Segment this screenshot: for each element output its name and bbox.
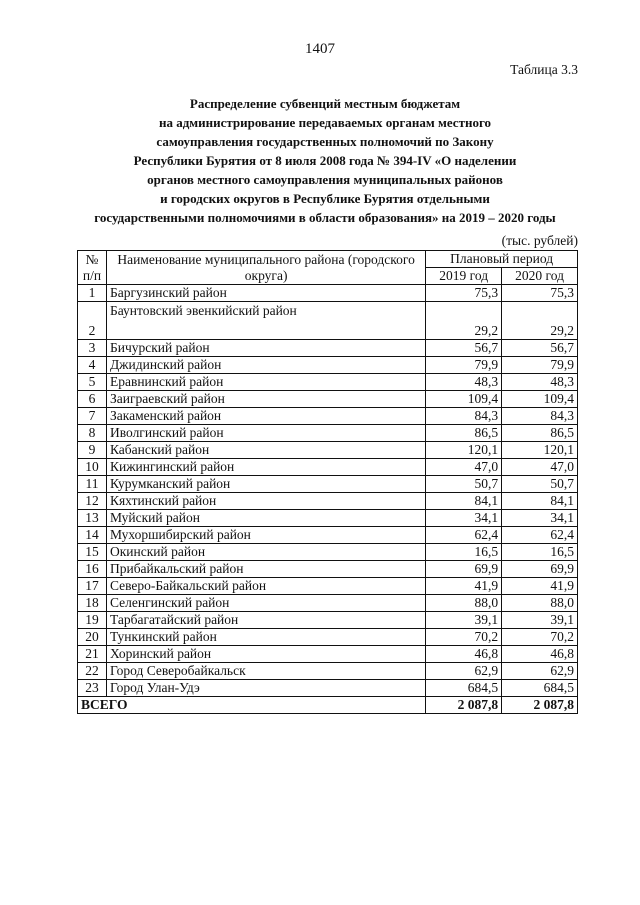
table-row [78,340,578,357]
header-name: Наименование муниципального района (городского округа) [106,251,425,285]
row-number: 13 [78,510,107,527]
total-2020: 2 087,8 [502,697,578,714]
row-value-2020: 47,0 [502,459,578,476]
row-value-2020: 56,7 [502,340,578,357]
row-value-2020: 75,3 [502,285,578,302]
row-value-2020: 70,2 [502,629,578,646]
table-row [78,629,578,646]
row-value-2020: 109,4 [502,391,578,408]
table-row [78,357,578,374]
table-row [78,476,578,493]
table-row [78,680,578,697]
row-name: Селенгинский район [106,595,425,612]
table-row [78,544,578,561]
row-value-2020: 46,8 [502,646,578,663]
row-number: 16 [78,561,107,578]
row-number: 9 [78,442,107,459]
row-value-2019: 34,1 [426,510,502,527]
row-name: Муйский район [106,510,425,527]
row-value-2019: 62,4 [426,527,502,544]
row-number: 7 [78,408,107,425]
row-number: 10 [78,459,107,476]
row-value-2020: 39,1 [502,612,578,629]
table-row [78,646,578,663]
row-value-2019: 84,1 [426,493,502,510]
row-number: 4 [78,357,107,374]
row-number: 22 [78,663,107,680]
row-value-2020: 684,5 [502,680,578,697]
row-value-2019: 47,0 [426,459,502,476]
row-value-2020: 48,3 [502,374,578,391]
row-name: Город Северобайкальск [106,663,425,680]
table-row [78,595,578,612]
row-number: 5 [78,374,107,391]
row-value-2019: 88,0 [426,595,502,612]
table-body [78,285,578,697]
row-number: 21 [78,646,107,663]
header-period: Плановый период [426,251,578,268]
total-label: ВСЕГО [78,697,426,714]
row-number: 6 [78,391,107,408]
row-value-2019: 56,7 [426,340,502,357]
row-value-2020: 34,1 [502,510,578,527]
row-number: 17 [78,578,107,595]
row-number: 3 [78,340,107,357]
row-value-2019: 79,9 [426,357,502,374]
row-value-2019: 75,3 [426,285,502,302]
row-value-2019: 39,1 [426,612,502,629]
row-value-2020: 50,7 [502,476,578,493]
row-name: Прибайкальский район [106,561,425,578]
row-value-2019: 46,8 [426,646,502,663]
row-value-2019: 86,5 [426,425,502,442]
title-line: Распределение субвенций местным бюджетам [189,96,461,111]
row-value-2020: 84,1 [502,493,578,510]
total-row [78,697,578,714]
row-value-2019: 41,9 [426,578,502,595]
row-number: 20 [78,629,107,646]
row-number: 19 [78,612,107,629]
row-value-2020: 88,0 [502,595,578,612]
row-value-2020: 79,9 [502,357,578,374]
row-name: Баунтовский эвенкийский район [106,302,425,340]
subventions-table [77,250,578,714]
row-name: Баргузинский район [106,285,425,302]
row-value-2019: 62,9 [426,663,502,680]
title-line: самоуправления государственных полномочий по Закону [156,134,494,149]
row-number: 18 [78,595,107,612]
units-label: (тыс. рублей) [501,233,578,248]
row-value-2020: 62,9 [502,663,578,680]
row-name: Иволгинский район [106,425,425,442]
row-value-2019: 29,2 [426,302,502,340]
row-name: Город Улан-Удэ [106,680,425,697]
table-row [78,425,578,442]
row-name: Окинский район [106,544,425,561]
table-row [78,561,578,578]
document-title [60,94,590,227]
row-value-2019: 16,5 [426,544,502,561]
row-number: 1 [78,285,107,302]
row-value-2019: 70,2 [426,629,502,646]
row-number: 14 [78,527,107,544]
row-value-2020: 62,4 [502,527,578,544]
table-row [78,442,578,459]
title-line: Республики Бурятия от 8 июля 2008 года № 394-IV «О наделении [133,153,517,168]
table-row [78,408,578,425]
table-row [78,285,578,302]
row-number: 12 [78,493,107,510]
row-name: Джидинский район [106,357,425,374]
table-row [78,374,578,391]
row-value-2020: 120,1 [502,442,578,459]
table-row [78,663,578,680]
row-name: Закаменский район [106,408,425,425]
row-value-2020: 86,5 [502,425,578,442]
header-year-2019: 2019 год [426,268,502,285]
title-line: на администрирование передаваемых органам местного [158,115,492,130]
total-2019: 2 087,8 [426,697,502,714]
row-number: 8 [78,425,107,442]
table-row [78,493,578,510]
table-row [78,391,578,408]
header-year-2020: 2020 год [502,268,578,285]
row-name: Тарбагатайский район [106,612,425,629]
row-number: 2 [78,302,107,340]
header-number: № п/п [78,251,107,285]
row-value-2019: 50,7 [426,476,502,493]
table-row [78,527,578,544]
page-number: 1407 [305,41,335,57]
table-row [78,612,578,629]
row-value-2019: 684,5 [426,680,502,697]
table-row [78,302,578,340]
row-number: 15 [78,544,107,561]
table-row [78,510,578,527]
row-name: Заиграевский район [106,391,425,408]
row-name: Мухоршибирский район [106,527,425,544]
row-value-2020: 29,2 [502,302,578,340]
row-value-2019: 109,4 [426,391,502,408]
table-row [78,459,578,476]
row-number: 23 [78,680,107,697]
row-value-2019: 48,3 [426,374,502,391]
row-value-2020: 41,9 [502,578,578,595]
table-label: Таблица 3.3 [510,62,578,77]
row-number: 11 [78,476,107,493]
table-row [78,578,578,595]
row-name: Бичурский район [106,340,425,357]
row-name: Тункинский район [106,629,425,646]
title-line: государственными полномочиями в области образования» на 2019 – 2020 годы [94,210,556,225]
row-name: Еравнинский район [106,374,425,391]
row-value-2020: 16,5 [502,544,578,561]
table-header [78,251,578,285]
row-name: Хоринский район [106,646,425,663]
row-value-2020: 84,3 [502,408,578,425]
row-value-2019: 120,1 [426,442,502,459]
title-line: и городских округов в Республике Бурятия отдельными [160,191,490,206]
title-line: органов местного самоуправления муниципальных районов [147,172,503,187]
row-value-2019: 69,9 [426,561,502,578]
row-name: Кабанский район [106,442,425,459]
row-name: Кижингинский район [106,459,425,476]
row-name: Северо-Байкальский район [106,578,425,595]
row-name: Кяхтинский район [106,493,425,510]
row-value-2019: 84,3 [426,408,502,425]
row-value-2020: 69,9 [502,561,578,578]
row-name: Курумканский район [106,476,425,493]
